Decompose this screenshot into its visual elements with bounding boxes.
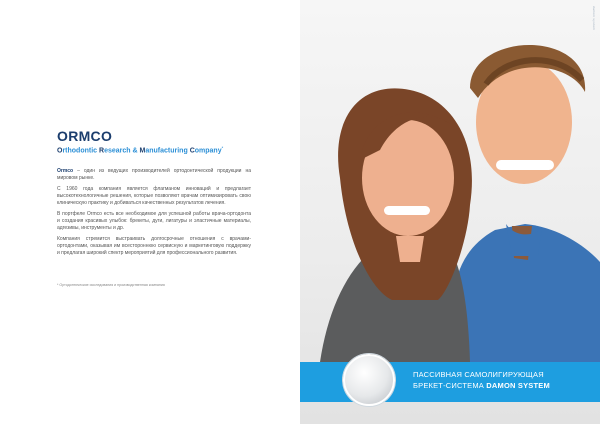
paragraph-relations: Компания стремится выстраивать долгосрочные отношения с врачами-ортодонтами, оказывая им всестороннюю сервисную и маркетинговую поддержку и предлагая широкий спектр мероприятий для профессионального развития. bbox=[57, 235, 251, 257]
paragraph-history: С 1960 года компания является флагманом инноваций и предлагает высокотехнологичные решения, которые позволяют врачам оптимизировать свою клиническую практику и добиваться качественных результатов лечения. bbox=[57, 185, 251, 207]
brand-subtitle: Orthodontic Research & Manufacturing Company* bbox=[57, 145, 224, 155]
body-text bbox=[57, 168, 251, 261]
banner-line-2: БРЕКЕТ-СИСТЕМА DAMON SYSTEM bbox=[413, 381, 550, 390]
brand-title: ORMCO bbox=[57, 128, 113, 144]
bracket-device-icon bbox=[343, 354, 395, 406]
side-label: damon system bbox=[592, 6, 596, 31]
photo-page bbox=[300, 0, 600, 424]
footnote: * Ортодонтические исследования и производственная компания bbox=[57, 283, 165, 287]
family-photo bbox=[300, 0, 600, 424]
banner-line-1: ПАССИВНАЯ САМОЛИГИРУЮЩАЯ bbox=[413, 370, 544, 379]
paragraph-intro: Ormco – один из ведущих производителей ортодонтической продукции на мировом рынке. bbox=[57, 168, 251, 182]
paragraph-portfolio: В портфеле Ormco есть все необходимое для успешной работы врача-ортодонта и создания красивых улыбок: брекеты, дуги, лигатуры и эластичные материалы, адгезивы, инструменты и др. bbox=[57, 210, 251, 232]
